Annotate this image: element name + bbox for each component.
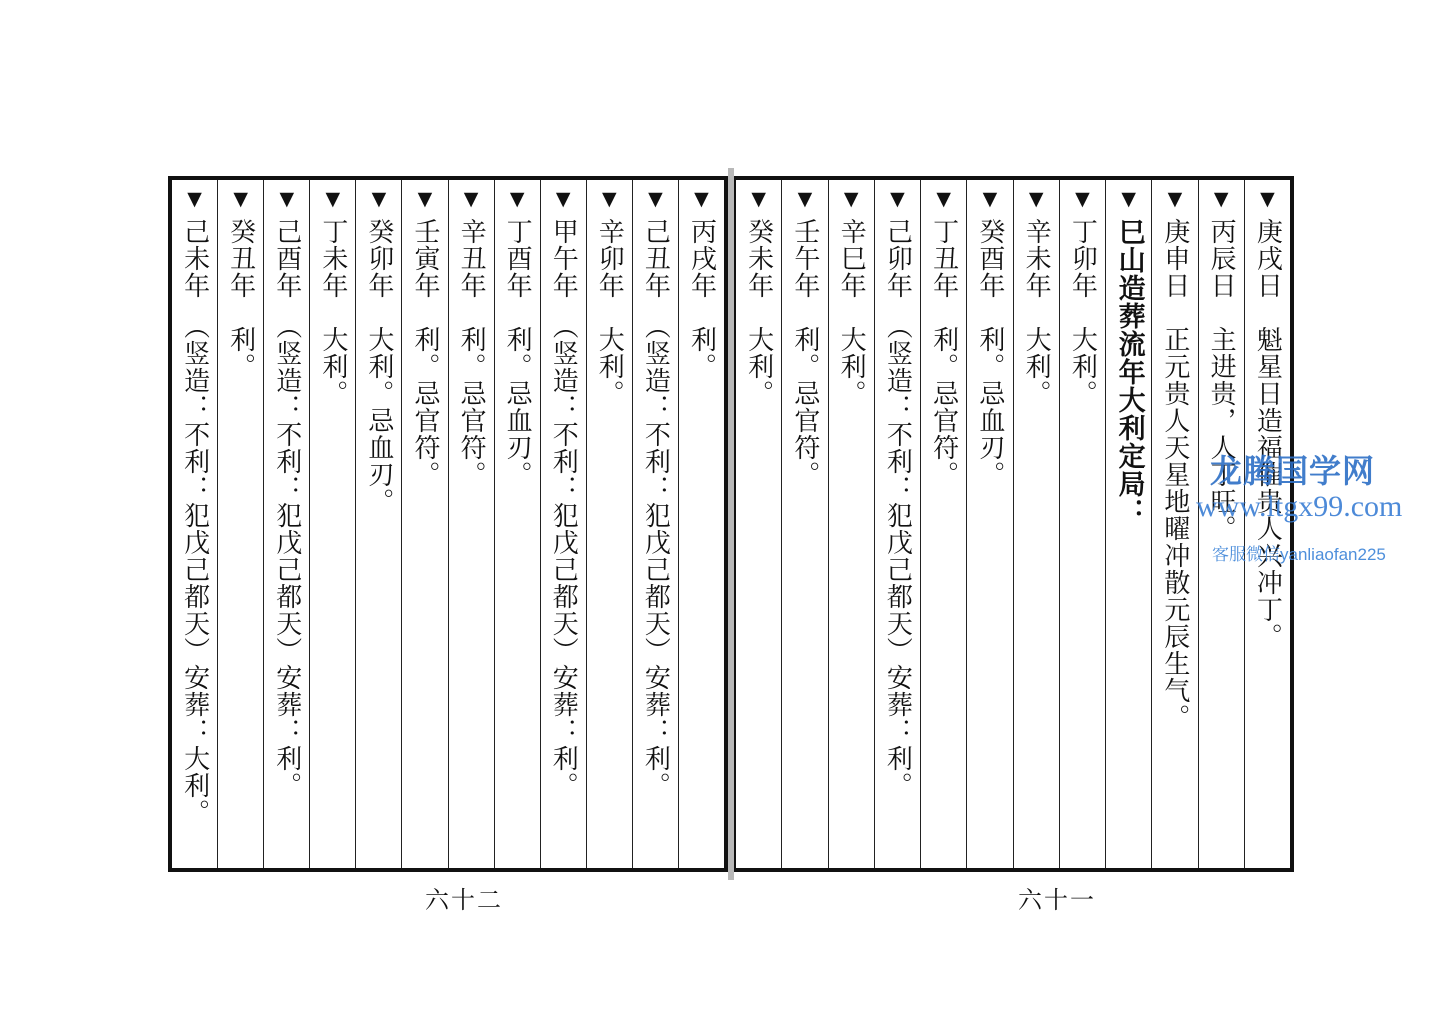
left-page-column: [172, 180, 217, 868]
section-heading: 巳山造葬流年大利定局：: [1113, 218, 1145, 526]
left-page-column: [632, 180, 678, 868]
triangle-marker-icon: ▼: [648, 188, 663, 210]
right-page-column: [966, 180, 1012, 868]
watermark-url: www.ltgx99.com: [1196, 490, 1403, 523]
triangle-marker-icon: ▼: [890, 188, 905, 210]
left-page-column: [678, 180, 724, 868]
left-page-column: [494, 180, 540, 868]
entry-text: 丙辰日 主进贵，人丁旺。: [1206, 218, 1237, 542]
left-page-column: [309, 180, 355, 868]
right-page-column: [736, 180, 781, 868]
page-number-right: 六十一: [1018, 886, 1096, 914]
entry-text: 辛未年 大利。: [1021, 218, 1052, 407]
entry-text: 癸丑年 利。: [225, 218, 256, 380]
right-page-column: [1059, 180, 1105, 868]
triangle-marker-icon: ▼: [797, 188, 813, 210]
entry-text: 己卯年 （竖造：不利：犯戊己都天）安葬：利。: [882, 218, 913, 799]
triangle-marker-icon: ▼: [325, 188, 341, 210]
entry-text: 甲午年 （竖造：不利：犯戊己都天）安葬：利。: [548, 218, 579, 799]
left-page-column: [401, 180, 447, 868]
entry-text: 辛巳年 大利。: [836, 218, 867, 407]
left-page-column: [263, 180, 309, 868]
right-page-column: [1198, 180, 1244, 868]
triangle-marker-icon: ▼: [936, 188, 951, 210]
entry-text: 癸未年 大利。: [743, 218, 774, 407]
watermark-contact: 客服微信yanliaofan225: [1212, 545, 1386, 564]
entry-text: 癸卯年 大利。忌血刃。: [363, 218, 394, 515]
entry-text: 癸酉年 利。忌血刃。: [974, 218, 1005, 488]
entry-text: 丁未年 大利。: [317, 218, 348, 407]
book-spine: [728, 168, 734, 880]
left-page-column: [586, 180, 632, 868]
triangle-marker-icon: ▼: [1213, 188, 1229, 210]
right-page: [734, 176, 1294, 872]
left-page-column: [540, 180, 586, 868]
right-page-column: [1244, 180, 1290, 868]
triangle-marker-icon: ▼: [843, 188, 859, 210]
left-page: [168, 176, 728, 872]
right-page-column: [781, 180, 827, 868]
triangle-marker-icon: ▼: [601, 188, 617, 210]
entry-text: 辛丑年 利。忌官符。: [456, 218, 487, 488]
triangle-marker-icon: ▼: [233, 188, 248, 210]
entry-text: 庚戌日 魁星日造福催贵人兴冲丁。: [1252, 218, 1283, 650]
triangle-marker-icon: ▼: [279, 188, 295, 210]
triangle-marker-icon: ▼: [509, 188, 525, 210]
left-page-column: [217, 180, 263, 868]
right-page-column: [828, 180, 874, 868]
triangle-marker-icon: ▼: [417, 188, 433, 210]
triangle-marker-icon: ▼: [187, 188, 202, 210]
entry-text: 己丑年 （竖造：不利：犯戊己都天）安葬：利。: [640, 218, 671, 799]
triangle-marker-icon: ▼: [555, 188, 571, 210]
left-page-column: [448, 180, 494, 868]
right-page-column: [1151, 180, 1197, 868]
right-page-column: [874, 180, 920, 868]
left-page-column: [355, 180, 401, 868]
right-page-column: [1013, 180, 1059, 868]
triangle-marker-icon: ▼: [1167, 188, 1183, 210]
triangle-marker-icon: ▼: [1260, 188, 1275, 210]
triangle-marker-icon: ▼: [694, 188, 709, 210]
entry-text: 庚申日 正元贵人天星地曜冲散元辰生气。: [1159, 218, 1190, 731]
entry-text: 辛卯年 大利。: [594, 218, 625, 407]
watermark-logo: 龙腾国学网: [1210, 453, 1376, 489]
triangle-marker-icon: ▼: [463, 188, 479, 210]
entry-text: 丁卯年 大利。: [1067, 218, 1098, 407]
right-page-column: [920, 180, 966, 868]
entry-text: 丁酉年 利。忌血刃。: [502, 218, 533, 488]
page-number-left: 六十二: [425, 886, 503, 914]
entry-text: 己酉年 （竖造：不利：犯戊己都天）安葬：利。: [271, 218, 302, 799]
triangle-marker-icon: ▼: [1075, 188, 1090, 210]
entry-text: 壬寅年 利。忌官符。: [409, 218, 440, 488]
right-page-column: [1105, 180, 1151, 868]
entry-text: 丙戌年 利。: [686, 218, 717, 380]
triangle-marker-icon: ▼: [1121, 188, 1136, 210]
entry-text: 壬午年 利。忌官符。: [789, 218, 820, 488]
entry-text: 丁丑年 利。忌官符。: [928, 218, 959, 488]
triangle-marker-icon: ▼: [982, 188, 998, 210]
triangle-marker-icon: ▼: [1028, 188, 1044, 210]
entry-text: 己未年 （竖造：不利：犯戊己都天）安葬：大利。: [179, 218, 210, 826]
triangle-marker-icon: ▼: [751, 188, 766, 210]
triangle-marker-icon: ▼: [371, 188, 387, 210]
